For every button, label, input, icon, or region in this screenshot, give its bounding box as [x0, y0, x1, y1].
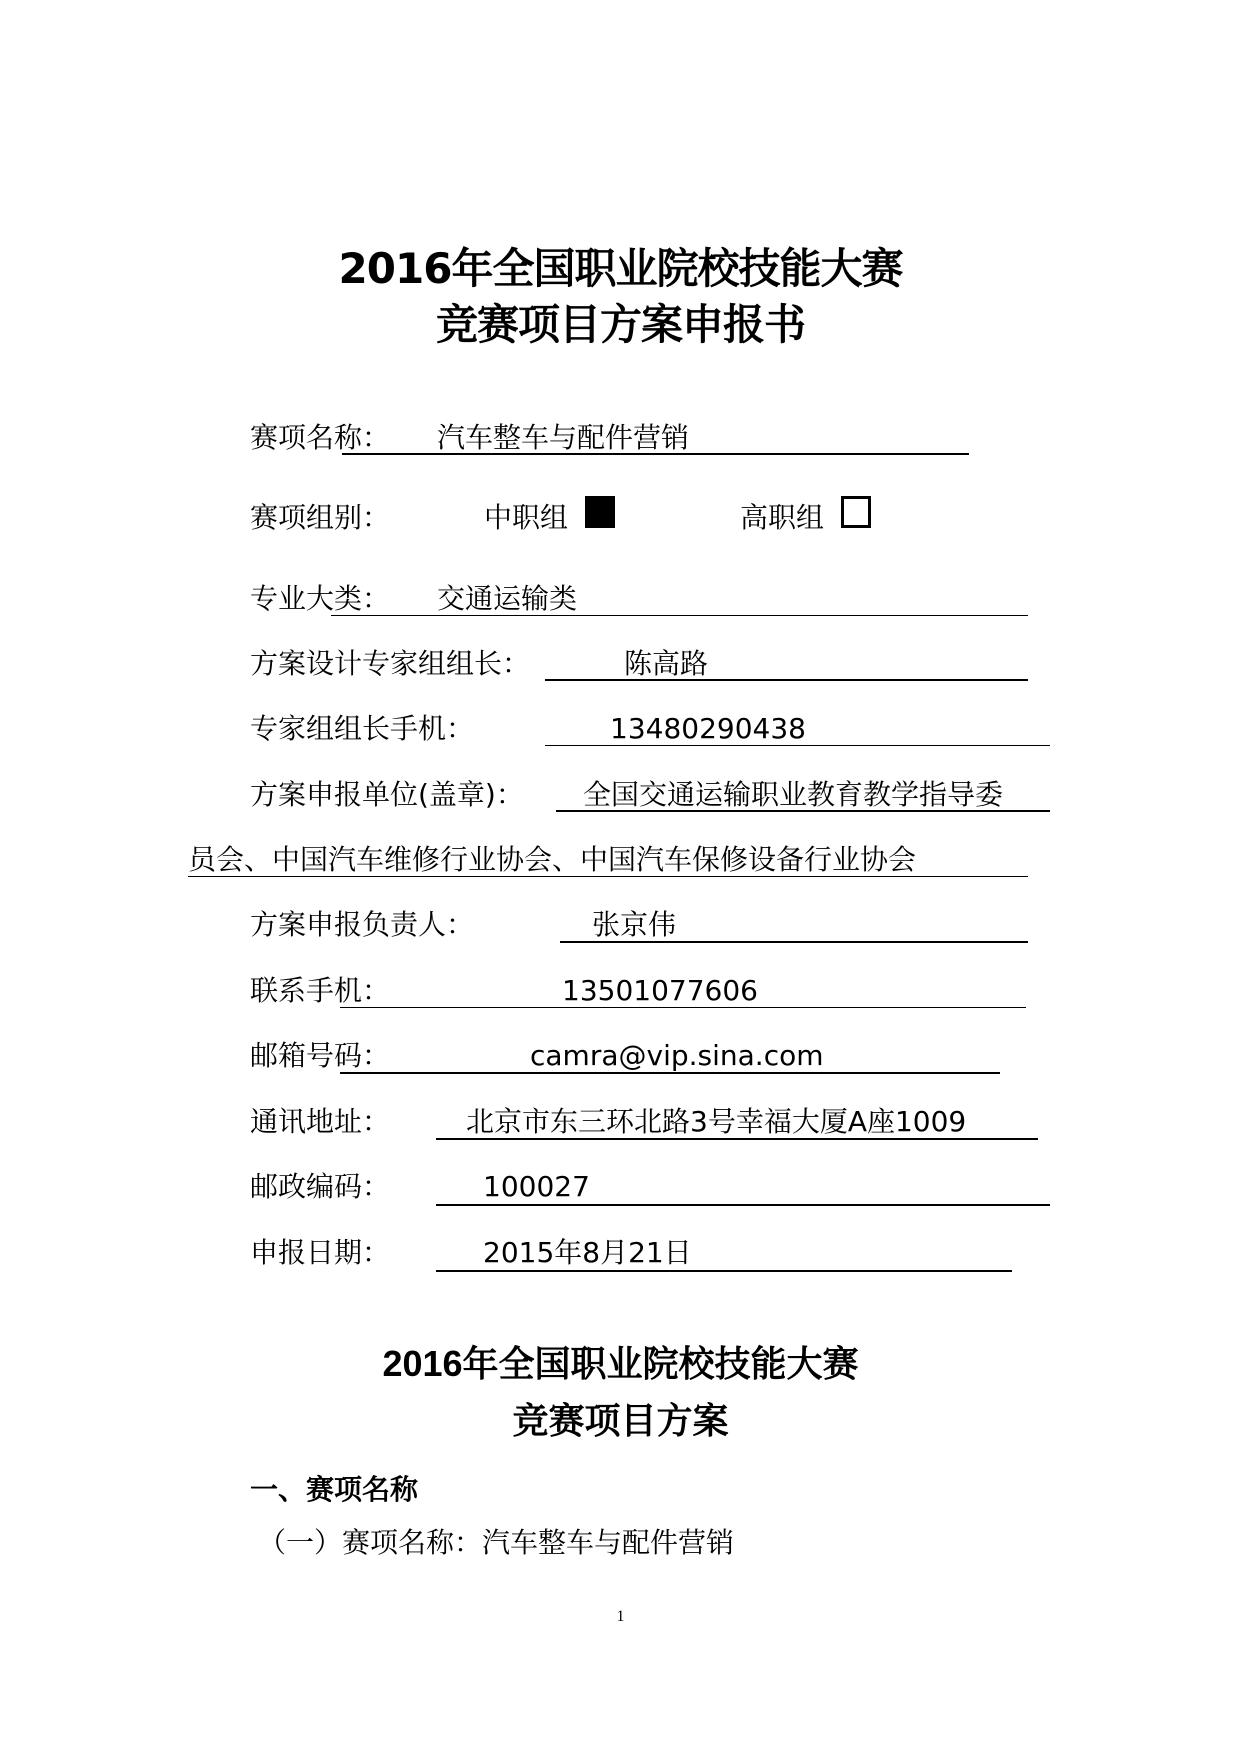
expert-leader-phone-value: 13480290438 [610, 712, 806, 745]
contact-phone-underline [340, 1007, 1026, 1008]
application-date-value: 2015年8月21日 [483, 1236, 692, 1269]
expert-leader-value: 陈高路 [624, 647, 709, 680]
group-option-secondary-checkbox[interactable] [585, 496, 615, 528]
applicant-unit-underline-line1 [556, 810, 1050, 812]
group-option-secondary-label: 中职组 [484, 501, 569, 534]
email-value: camra@vip.sina.com [530, 1039, 824, 1072]
applicant-unit-label: 方案申报单位(盖章)： [250, 778, 524, 811]
event-name-label: 赛项名称： [250, 421, 391, 454]
group-option-higher-label: 高职组 [740, 501, 825, 534]
major-category-value: 交通运输类 [437, 582, 578, 615]
expert-leader-phone-underline [545, 745, 1050, 746]
group-option-higher-checkbox[interactable] [841, 496, 871, 528]
applicant-unit-value-line1: 全国交通运输职业教育教学指导委 [583, 778, 1004, 811]
postal-code-label: 邮政编码： [250, 1170, 391, 1203]
email-label: 邮箱号码： [250, 1039, 391, 1072]
contact-phone-value: 13501077606 [562, 974, 758, 1007]
page-number: 1 [616, 1608, 625, 1625]
plan-title-line1: 2016年全国职业院校技能大赛 [382, 1343, 859, 1384]
applicant-unit-value-line2: 员会、中国汽车维修行业协会、中国汽车保修设备行业协会 [188, 843, 917, 876]
responsible-person-value: 张京伟 [592, 908, 677, 941]
section-1-heading: 一、赛项名称 [250, 1473, 419, 1506]
address-label: 通讯地址： [250, 1105, 391, 1138]
postal-code-underline [436, 1204, 1050, 1206]
email-underline [340, 1072, 1000, 1074]
address-value: 北京市东三环北路3号幸福大厦A座1009 [466, 1105, 967, 1138]
plan-title-line2: 竞赛项目方案 [512, 1400, 729, 1441]
event-name-underline [342, 453, 969, 455]
application-date-underline [436, 1270, 1012, 1272]
applicant-unit-underline-line2 [188, 876, 1028, 877]
cover-title-line2: 竞赛项目方案申报书 [435, 300, 805, 349]
major-category-label: 专业大类： [250, 582, 391, 615]
expert-leader-phone-label: 专家组组长手机： [250, 712, 475, 745]
cover-title-line1: 2016年全国职业院校技能大赛 [338, 244, 903, 293]
major-category-underline [331, 615, 1028, 616]
expert-leader-label: 方案设计专家组组长： [250, 647, 531, 680]
responsible-person-underline [560, 941, 1028, 943]
expert-leader-underline [545, 679, 1028, 681]
responsible-person-label: 方案申报负责人： [250, 908, 475, 941]
section-1-item-1: （一）赛项名称：汽车整车与配件营销 [258, 1526, 735, 1559]
address-underline [436, 1138, 1038, 1140]
postal-code-value: 100027 [483, 1170, 590, 1203]
contact-phone-label: 联系手机： [250, 974, 391, 1007]
application-date-label: 申报日期： [250, 1236, 391, 1269]
event-name-value: 汽车整车与配件营销 [437, 421, 690, 454]
event-group-label: 赛项组别： [250, 501, 391, 534]
